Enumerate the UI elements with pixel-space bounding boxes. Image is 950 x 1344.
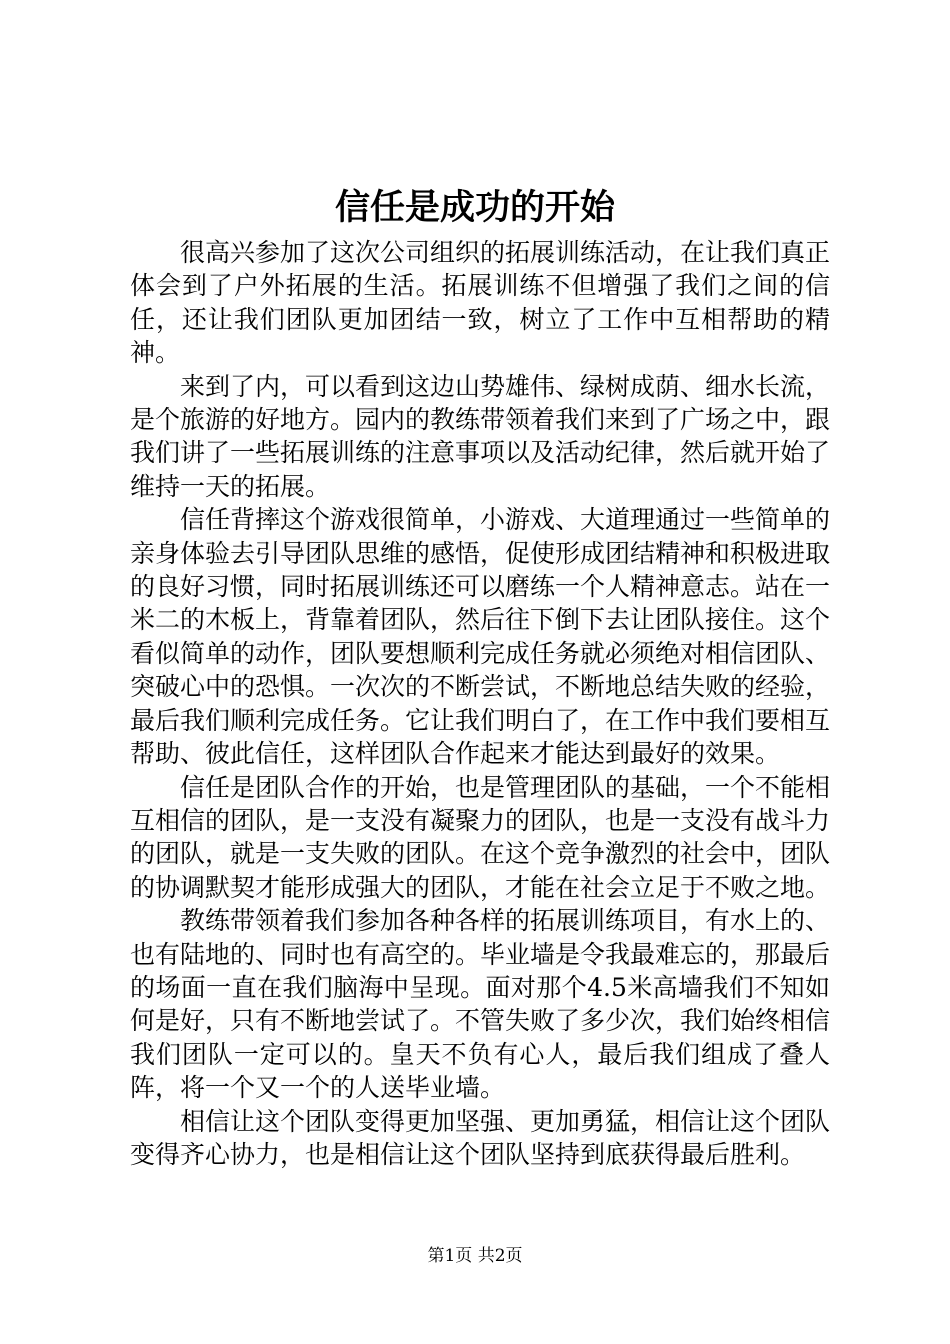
paragraph-6: 相信让这个团队变得更加坚强、更加勇猛，相信让这个团队变得齐心协力，也是相信让这个团队坚持到底获得最后胜利。: [130, 1106, 831, 1169]
paragraph-1: 很高兴参加了这次公司组织的拓展训练活动，在让我们真正体会到了户外拓展的生活。拓展训练不但增强了我们之间的信任，还让我们团队更加团结一致，树立了工作中互相帮助的精神。: [130, 238, 831, 368]
document-body: [130, 236, 830, 1171]
paragraph-2: 来到了内，可以看到这边山势雄伟、绿树成荫、细水长流，是个旅游的好地方。园内的教练带领着我们来到了广场之中，跟我们讲了一些拓展训练的注意事项以及活动纪律，然后就开始了维持一天的拓展。: [130, 371, 831, 501]
paragraph-4: 信任是团队合作的开始，也是管理团队的基础，一个不能相互相信的团队，是一支没有凝聚力的团队，也是一支没有战斗力的团队，就是一支失败的团队。在这个竞争激烈的社会中，团队的协调默契才能形成强大的团队，才能在社会立足于不败之地。: [130, 772, 831, 902]
paragraph-5: 教练带领着我们参加各种各样的拓展训练项目，有水上的、也有陆地的、同时也有高空的。毕业墙是令我最难忘的，那最后的场面一直在我们脑海中呈现。面对那个4.5米高墙我们不知如何是好，只有不断地尝试了。不管失败了多少次，我们始终相信我们团队一定可以的。皇天不负有心人，最后我们组成了叠人阵，将一个又一个的人送毕业墙。: [130, 906, 831, 1103]
document-title: 信任是成功的开始: [334, 187, 615, 228]
paragraph-3: 信任背摔这个游戏很简单，小游戏、大道理通过一些简单的亲身体验去引导团队思维的感悟，促使形成团结精神和积极进取的良好习惯，同时拓展训练还可以磨练一个人精神意志。站在一米二的木板上，背靠着团队，然后往下倒下去让团队接住。这个看似简单的动作，团队要想顺利完成任务就必须绝对相信团队、突破心中的恐惧。一次次的不断尝试，不断地总结失败的经验，最后我们顺利完成任务。它让我们明白了，在工作中我们要相互帮助、彼此信任，这样团队合作起来才能达到最好的效果。: [130, 505, 831, 769]
page-footer: 第1页 共2页: [427, 1246, 523, 1266]
